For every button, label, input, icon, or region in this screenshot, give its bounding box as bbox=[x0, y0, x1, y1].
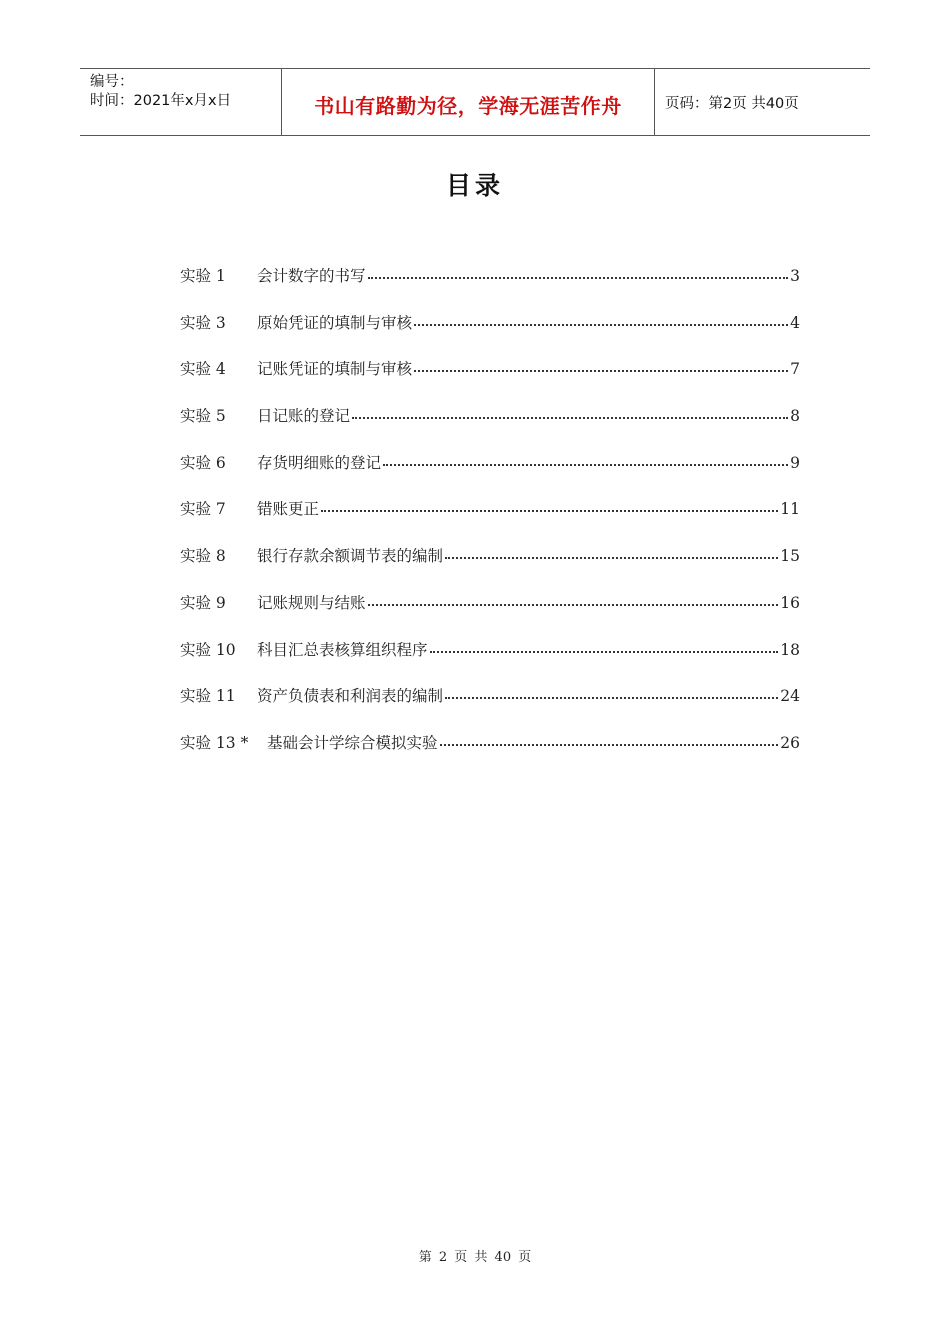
toc-entry-number: 实验 1 bbox=[180, 267, 226, 285]
toc-entry[interactable] bbox=[180, 497, 800, 544]
toc-leader-dots bbox=[445, 696, 778, 699]
toc-entry-page: 9 bbox=[790, 453, 800, 472]
toc-entry-title: 记账凭证的填制与审核 bbox=[257, 360, 413, 379]
toc-entry-title: 错账更正 bbox=[257, 500, 320, 519]
toc-leader-dots bbox=[445, 556, 778, 559]
header-page-label: 页码：第2页 共40页 bbox=[665, 95, 799, 112]
toc-entry-page: 18 bbox=[780, 640, 800, 659]
toc-entry-title: 原始凭证的填制与审核 bbox=[257, 313, 413, 332]
toc-entry-title: 会计数字的书写 bbox=[257, 267, 366, 285]
toc-entry[interactable] bbox=[180, 264, 800, 311]
toc-entry-number: 实验 5 bbox=[180, 407, 226, 426]
toc-entry-page: 3 bbox=[790, 267, 800, 285]
toc-entry-page: 8 bbox=[790, 407, 800, 426]
table-of-contents bbox=[180, 264, 800, 778]
toc-entry-number: 实验 9 bbox=[180, 593, 226, 612]
toc-entry-number: 实验 13 * bbox=[180, 733, 249, 752]
toc-entry-number: 实验 8 bbox=[180, 547, 226, 566]
header-page-cell bbox=[655, 69, 870, 135]
toc-entry-page: 26 bbox=[780, 733, 800, 752]
toc-entry-title: 存货明细账的登记 bbox=[257, 453, 382, 472]
toc-entry-page: 16 bbox=[780, 593, 800, 612]
toc-entry[interactable] bbox=[180, 404, 800, 451]
toc-entry-number: 实验 6 bbox=[180, 453, 226, 472]
document-number-label: 编号： bbox=[90, 74, 134, 90]
toc-entry[interactable] bbox=[180, 311, 800, 358]
toc-entry-number: 实验 10 bbox=[180, 640, 236, 659]
page-header bbox=[80, 68, 870, 136]
toc-entry-title: 银行存款余额调节表的编制 bbox=[257, 547, 444, 566]
toc-entry-number: 实验 4 bbox=[180, 360, 226, 379]
toc-leader-dots bbox=[383, 463, 788, 466]
toc-leader-dots bbox=[430, 650, 779, 653]
toc-entry-page: 24 bbox=[780, 687, 800, 706]
toc-entry[interactable] bbox=[180, 451, 800, 498]
toc-entry-number: 实验 7 bbox=[180, 500, 226, 519]
toc-entry[interactable] bbox=[180, 591, 800, 638]
toc-entry-number: 实验 3 bbox=[180, 313, 226, 332]
toc-entry-title: 基础会计学综合模拟实验 bbox=[267, 733, 438, 752]
toc-entry[interactable] bbox=[180, 357, 800, 404]
toc-leader-dots bbox=[368, 276, 789, 279]
header-motto-cell bbox=[282, 69, 655, 135]
toc-entry-title: 科目汇总表核算组织程序 bbox=[257, 640, 428, 659]
toc-entry-number: 实验 11 bbox=[180, 687, 236, 706]
toc-entry[interactable] bbox=[180, 731, 800, 778]
toc-title: 目录 bbox=[445, 171, 504, 200]
toc-leader-dots bbox=[368, 603, 779, 606]
toc-entry-page: 15 bbox=[780, 547, 800, 566]
toc-leader-dots bbox=[321, 509, 778, 512]
toc-entry-page: 11 bbox=[780, 500, 800, 519]
toc-leader-dots bbox=[352, 416, 788, 419]
toc-entry[interactable] bbox=[180, 544, 800, 591]
toc-entry-page: 4 bbox=[790, 313, 800, 332]
toc-entry[interactable] bbox=[180, 684, 800, 731]
toc-leader-dots bbox=[414, 369, 788, 372]
header-motto: 书山有路勤为径，学海无涯苦作舟 bbox=[314, 93, 622, 118]
toc-entry-title: 资产负债表和利润表的编制 bbox=[257, 687, 444, 706]
page-footer: 第 2 页 共 40 页 bbox=[418, 1250, 532, 1265]
toc-leader-dots bbox=[414, 323, 788, 326]
toc-leader-dots bbox=[440, 743, 779, 746]
toc-entry[interactable] bbox=[180, 638, 800, 685]
header-meta bbox=[80, 69, 282, 135]
toc-entry-title: 记账规则与结账 bbox=[257, 593, 366, 612]
toc-entry-page: 7 bbox=[790, 360, 800, 379]
toc-entry-title: 日记账的登记 bbox=[257, 407, 351, 426]
document-date-label: 时间：2021年x月x日 bbox=[90, 93, 232, 109]
